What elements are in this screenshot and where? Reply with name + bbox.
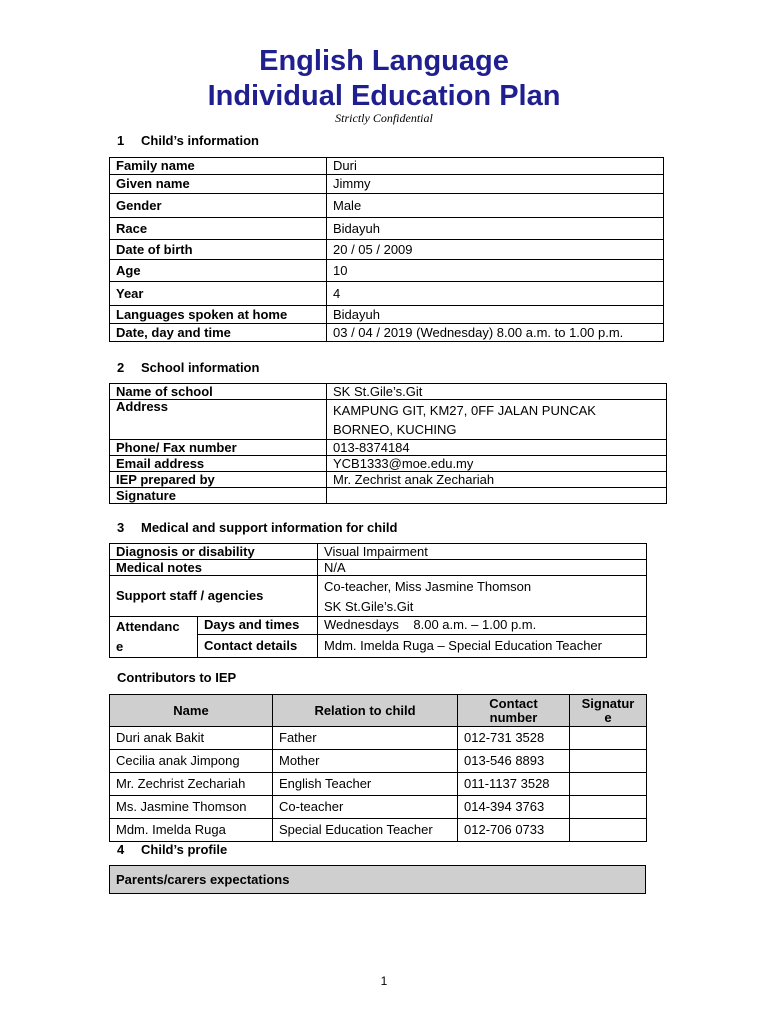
field-value: Mdm. Imelda Ruga – Special Education Teacher [318,634,647,657]
cell-signature[interactable] [570,796,647,819]
field-label: Email address [110,456,327,472]
page-number: 1 [380,974,388,988]
section-number: 3 [117,520,125,535]
cell-name: Mdm. Imelda Ruga [110,819,273,842]
section-heading-profile [117,842,227,857]
section-number: 4 [117,842,125,857]
table-row [110,194,664,218]
field-label: Year [110,282,327,306]
attendance-label-line-2: e [116,639,124,654]
contributors-table [109,694,647,842]
field-value: 20 / 05 / 2009 [327,240,664,260]
table-row [110,560,647,576]
field-value [318,576,647,617]
cell-signature[interactable] [570,819,647,842]
field-label: Date, day and time [110,324,327,342]
cell-relation: Special Education Teacher [273,819,458,842]
child-info-table [109,157,664,342]
field-label: Gender [110,194,327,218]
table-row [110,240,664,260]
field-value: 03 / 04 / 2019 (Wednesday) 8.00 a.m. to 1.00 p.m. [327,324,664,342]
cell-relation: Father [273,727,458,750]
field-label: Family name [110,158,327,175]
table-row [110,400,667,440]
table-row [110,576,647,617]
cell-contact: 012-706 0733 [458,819,570,842]
field-value: Male [327,194,664,218]
table-row [110,282,664,306]
parents-expectations-header: Parents/carers expectations [110,866,646,894]
field-value: Wednesdays 8.00 a.m. – 1.00 p.m. [318,617,647,635]
cell-name: Duri anak Bakit [110,727,273,750]
field-label: Given name [110,175,327,194]
cell-contact: 013-546 8893 [458,750,570,773]
field-label: Phone/ Fax number [110,440,327,456]
section-title: Child’s profile [141,842,228,857]
cell-name: Ms. Jasmine Thomson [110,796,273,819]
field-label: Medical notes [110,560,318,576]
signature-field[interactable] [327,488,667,504]
field-value: Mr. Zechrist anak Zechariah [327,472,667,488]
field-value [327,400,667,440]
attendance-label-line-1: Attendanc [116,619,180,634]
field-label: Name of school [110,384,327,400]
cell-signature[interactable] [570,727,647,750]
column-header-signature [570,695,647,727]
field-label: Address [110,400,327,440]
field-label: IEP prepared by [110,472,327,488]
title-line-1: English Language [259,45,509,77]
header-line: number [489,709,538,725]
cell-relation: Mother [273,750,458,773]
section-number: 2 [117,360,125,375]
medical-table [109,543,647,658]
column-header-contact [458,695,570,727]
field-label: Days and times [198,617,318,635]
table-row [110,866,646,894]
section-heading-school-info [117,360,259,375]
table-row [110,306,664,324]
column-header-name: Name [110,695,273,727]
address-line-2: BORNEO, KUCHING [333,422,457,437]
cell-signature[interactable] [570,750,647,773]
section-number: 1 [117,133,125,148]
table-row [110,456,667,472]
cell-name: Mr. Zechrist Zechariah [110,773,273,796]
table-row [110,324,664,342]
cell-relation: English Teacher [273,773,458,796]
section-title: Medical and support information for child [141,520,398,535]
confidential-note: Strictly Confidential [335,111,433,125]
table-row [110,488,667,504]
field-value: Bidayuh [327,306,664,324]
title-line-2: Individual Education Plan [207,80,561,112]
cell-contact: 011-1137 3528 [458,773,570,796]
section-title: Child’s information [141,133,259,148]
cell-relation: Co-teacher [273,796,458,819]
field-label: Support staff / agencies [110,576,318,617]
field-value: 013-8374184 [327,440,667,456]
table-row [110,617,647,635]
table-row [110,773,647,796]
cell-contact: 012-731 3528 [458,727,570,750]
field-value: Bidayuh [327,218,664,240]
table-row [110,796,647,819]
field-value: 10 [327,260,664,282]
field-value: SK St.Gile’s.Git [327,384,667,400]
column-header-relation: Relation to child [273,695,458,727]
profile-table [109,865,646,894]
section-heading-medical [117,520,397,535]
table-row [110,472,667,488]
table-row [110,384,667,400]
table-header-row [110,695,647,727]
section-heading-child-info [117,133,259,148]
field-value: N/A [318,560,647,576]
field-value: YCB1333@moe.edu.my [327,456,667,472]
table-row [110,158,664,175]
field-label: Date of birth [110,240,327,260]
table-row [110,440,667,456]
field-value: 4 [327,282,664,306]
cell-signature[interactable] [570,773,647,796]
table-row [110,175,664,194]
attendance-label [110,617,198,658]
field-label: Signature [110,488,327,504]
support-line-2: SK St.Gile’s.Git [324,599,414,614]
table-row [110,218,664,240]
field-value: Jimmy [327,175,664,194]
field-value: Duri [327,158,664,175]
field-label: Race [110,218,327,240]
header-line: Contact [489,695,538,711]
support-line-1: Co-teacher, Miss Jasmine Thomson [324,579,532,594]
cell-name: Cecilia anak Jimpong [110,750,273,773]
field-label: Languages spoken at home [110,306,327,324]
cell-contact: 014-394 3763 [458,796,570,819]
header-line: e [604,709,612,725]
table-row [110,260,664,282]
table-row [110,819,647,842]
school-info-table [109,383,667,504]
field-label: Contact details [198,634,318,657]
address-line-1: KAMPUNG GIT, KM27, 0FF JALAN PUNCAK [333,403,596,418]
header-line: Signatur [581,695,635,711]
field-value: Visual Impairment [318,544,647,560]
table-row [110,727,647,750]
section-title: School information [141,360,260,375]
contributors-heading: Contributors to IEP [117,670,237,685]
field-label: Age [110,260,327,282]
table-row [110,750,647,773]
table-row [110,544,647,560]
field-label: Diagnosis or disability [110,544,318,560]
